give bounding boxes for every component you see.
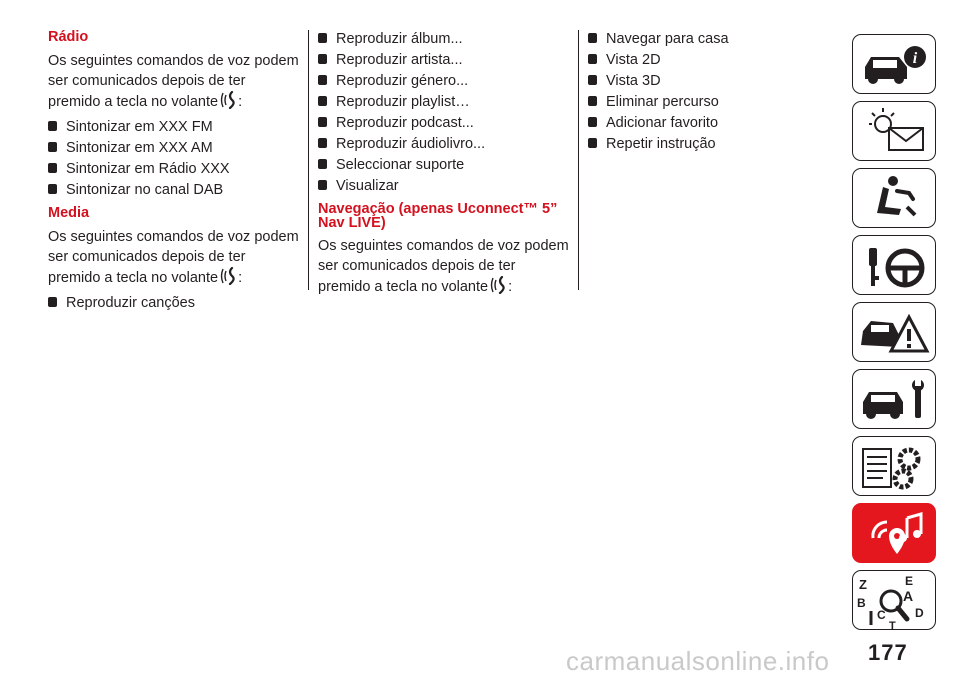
car-accident-warning-icon bbox=[853, 303, 936, 362]
tab-warning-lights[interactable] bbox=[852, 101, 936, 161]
list-item bbox=[318, 133, 570, 154]
column-2 bbox=[318, 28, 570, 301]
tab-emergency[interactable] bbox=[852, 302, 936, 362]
bullet-box-icon bbox=[48, 121, 57, 131]
bullet-box-icon bbox=[48, 142, 57, 152]
section-heading-radio: Rádio bbox=[48, 29, 89, 45]
list-item-text: Sintonizar em XXX FM bbox=[66, 118, 213, 135]
svg-text:i: i bbox=[912, 50, 918, 67]
list-item-text: Repetir instrução bbox=[606, 135, 716, 152]
warning-lights-envelope-icon bbox=[853, 102, 936, 161]
car-info-icon bbox=[853, 35, 936, 94]
voice-command-icon bbox=[220, 91, 238, 109]
car-wrench-icon bbox=[853, 370, 936, 429]
bullet-box-icon bbox=[48, 163, 57, 173]
list-item-text: Reproduzir playlist… bbox=[336, 93, 470, 110]
index-letter: C bbox=[877, 608, 886, 622]
tab-technical-specs[interactable] bbox=[852, 436, 936, 496]
list-item-text: Reproduzir canções bbox=[66, 294, 195, 311]
list-item-text: Sintonizar no canal DAB bbox=[66, 181, 224, 198]
bullet-box-icon bbox=[588, 138, 597, 148]
list-item-text: Reproduzir artista... bbox=[336, 51, 463, 68]
section-heading-media: Media bbox=[48, 205, 90, 221]
list-item bbox=[48, 292, 300, 313]
media-intro-text: Os seguintes comandos de voz podem ser comunicados depois de ter premido a tecla no volante bbox=[48, 229, 299, 286]
list-item-text: Adicionar favorito bbox=[606, 114, 719, 131]
list-item bbox=[588, 112, 828, 133]
tab-car-info[interactable] bbox=[852, 34, 936, 94]
list-item bbox=[588, 49, 828, 70]
index-letter: D bbox=[915, 606, 924, 620]
list-item-text: Vista 2D bbox=[606, 51, 661, 68]
bullet-box-icon bbox=[318, 33, 327, 43]
list-item bbox=[588, 28, 828, 49]
bullet-box-icon bbox=[318, 117, 327, 127]
bullet-box-icon bbox=[318, 138, 327, 148]
index-letter: Z bbox=[859, 577, 867, 592]
column-3 bbox=[588, 28, 828, 154]
tab-starting-driving[interactable] bbox=[852, 235, 936, 295]
list-item-text: Navegar para casa bbox=[606, 30, 729, 47]
watermark: carmanualsonline.info bbox=[566, 646, 830, 676]
bullet-box-icon bbox=[318, 54, 327, 64]
index-letter: A bbox=[903, 588, 914, 604]
list-item bbox=[318, 28, 570, 49]
seat-safety-icon bbox=[853, 169, 936, 228]
section-heading-navigation: Navegação (apenas Uconnect™ 5” Nav LIVE) bbox=[318, 201, 558, 231]
list-item-text: Visualizar bbox=[336, 177, 399, 194]
list-item bbox=[48, 116, 300, 137]
list-item bbox=[588, 91, 828, 112]
alphabetical-index-search-icon bbox=[853, 571, 936, 630]
index-letter: E bbox=[905, 574, 914, 588]
navigation-intro-text: Os seguintes comandos de voz podem ser comunicados depois de ter premido a tecla no volante bbox=[318, 238, 569, 295]
list-item bbox=[318, 112, 570, 133]
media-intro bbox=[48, 227, 300, 288]
media-intro-colon: : bbox=[238, 270, 243, 286]
key-steering-wheel-icon bbox=[853, 236, 936, 295]
list-item bbox=[318, 70, 570, 91]
bullet-box-icon bbox=[48, 184, 57, 194]
bullet-box-icon bbox=[318, 75, 327, 85]
column-1 bbox=[48, 28, 300, 313]
column-divider bbox=[308, 30, 309, 290]
specs-gears-icon bbox=[853, 437, 936, 496]
tab-index[interactable] bbox=[852, 570, 936, 630]
radio-intro-text: Os seguintes comandos de voz podem ser comunicados depois de ter premido a tecla no volante bbox=[48, 53, 299, 110]
bullet-box-icon bbox=[318, 159, 327, 169]
list-item bbox=[48, 158, 300, 179]
list-item bbox=[318, 91, 570, 112]
index-letter: T bbox=[889, 620, 896, 631]
list-item-text: Seleccionar suporte bbox=[336, 156, 465, 173]
bullet-box-icon bbox=[588, 33, 597, 43]
navigation-intro bbox=[318, 236, 570, 297]
list-item-text: Sintonizar em XXX AM bbox=[66, 139, 213, 156]
list-item bbox=[318, 49, 570, 70]
bullet-box-icon bbox=[588, 54, 597, 64]
list-item bbox=[48, 179, 300, 200]
list-item-text: Sintonizar em Rádio XXX bbox=[66, 160, 230, 177]
bullet-box-icon bbox=[318, 96, 327, 106]
list-item-text: Reproduzir género... bbox=[336, 72, 469, 89]
multimedia-location-music-icon bbox=[853, 504, 936, 563]
list-item bbox=[318, 154, 570, 175]
tab-multimedia[interactable] bbox=[852, 503, 936, 563]
bullet-box-icon bbox=[588, 117, 597, 127]
radio-intro-colon: : bbox=[238, 94, 243, 110]
tab-safety[interactable] bbox=[852, 168, 936, 228]
radio-intro bbox=[48, 51, 300, 112]
tab-maintenance[interactable] bbox=[852, 369, 936, 429]
list-item-text: Vista 3D bbox=[606, 72, 661, 89]
bullet-box-icon bbox=[588, 75, 597, 85]
column-divider bbox=[578, 30, 579, 290]
navigation-intro-colon: : bbox=[508, 279, 513, 295]
list-item-text: Eliminar percurso bbox=[606, 93, 719, 110]
bullet-box-icon bbox=[318, 180, 327, 190]
list-item bbox=[588, 70, 828, 91]
list-item-text: Reproduzir álbum... bbox=[336, 30, 463, 47]
bullet-box-icon bbox=[48, 297, 57, 307]
bullet-box-icon bbox=[588, 96, 597, 106]
index-letter: B bbox=[857, 596, 866, 610]
voice-command-icon bbox=[490, 276, 508, 294]
list-item-text: Reproduzir podcast... bbox=[336, 114, 474, 131]
list-item bbox=[318, 175, 570, 196]
list-item bbox=[48, 137, 300, 158]
voice-command-icon bbox=[220, 267, 238, 285]
list-item bbox=[588, 133, 828, 154]
list-item-text: Reproduzir áudiolivro... bbox=[336, 135, 486, 152]
page-number: 177 bbox=[868, 640, 908, 665]
